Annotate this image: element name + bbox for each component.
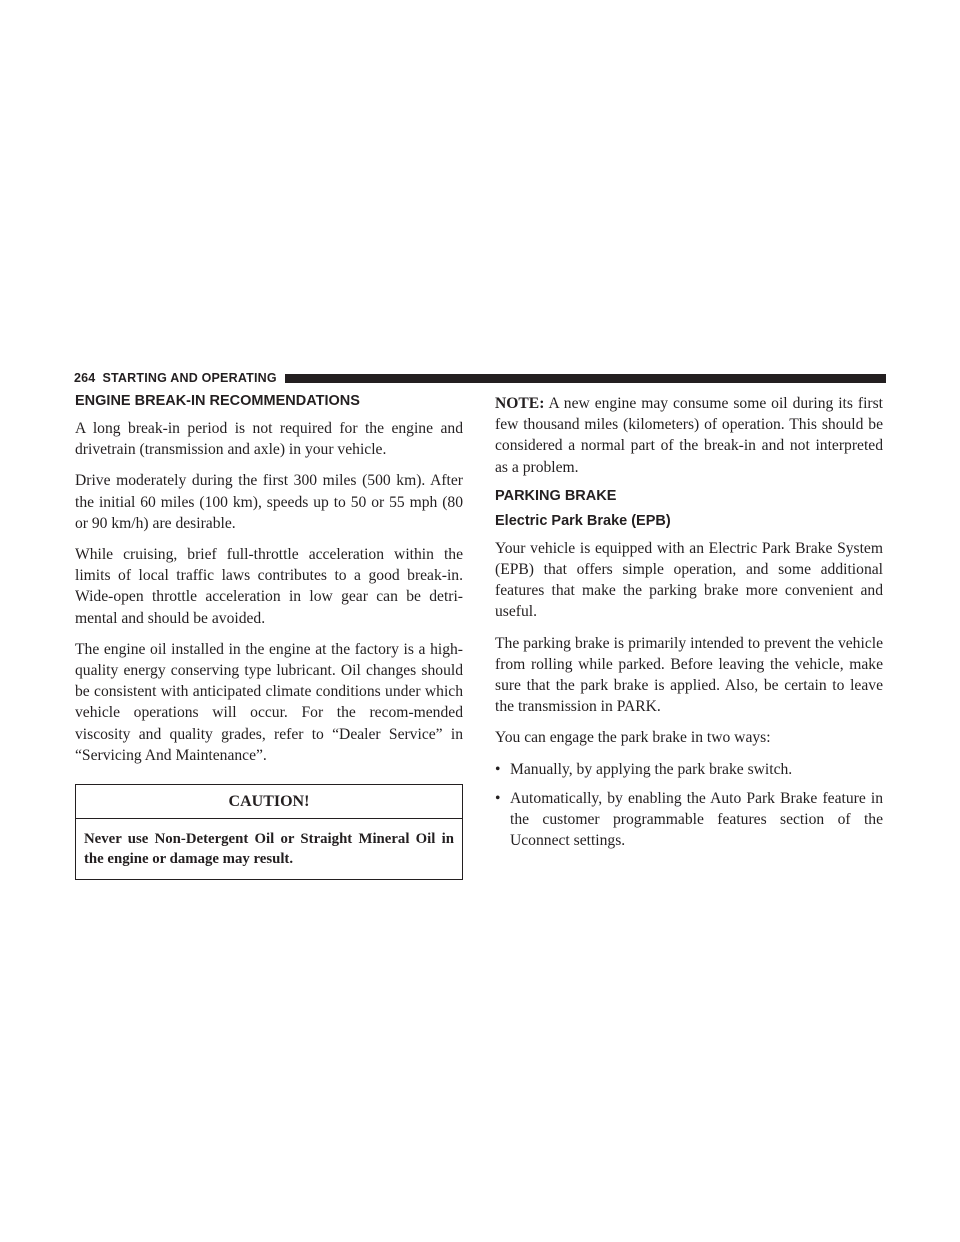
- paragraph: Your vehicle is equipped with an Electric Park Brake System (EPB) that offers simple operation, and some additional features that make the parking brake more convenient and useful.: [495, 539, 883, 621]
- bullet-icon: •: [495, 789, 501, 807]
- paragraph: Drive moderately during the first 300 miles (500 km). After the initial 60 miles (100 km), speeds up to 50 or 55 mph (80 or 90 km/h) are desirable.: [75, 472, 463, 532]
- list-item: [495, 759, 883, 780]
- paragraph: While cruising, brief full-throttle acceleration within the limits of local traffic laws contributes to a good break-in. Wide-open throttle acceleration in low gear can be detri-mental and should be avoided.: [75, 546, 463, 627]
- bullet-icon: •: [495, 760, 501, 778]
- header-rule: [285, 374, 886, 383]
- epb-subheading: Electric Park Brake (EPB): [495, 512, 671, 529]
- section-title: STARTING AND OPERATING: [102, 371, 277, 385]
- caution-box: [75, 784, 463, 880]
- note-label: NOTE:: [495, 395, 545, 412]
- paragraph: The parking brake is primarily intended to prevent the vehicle from rolling while parked. Before leaving the vehicle, make sure that the park brake is applied. Also, be certain to leave the transmission in PARK.: [495, 634, 883, 716]
- list-item-text: Automatically, by enabling the Auto Park Brake feature in the customer programmable features section of the Uconnect settings.: [510, 789, 883, 850]
- note-text: A new engine may consume some oil during its first few thousand miles (kilometers) of operation. This should be considered a normal part of the break-in and not interpreted as a problem.: [495, 395, 883, 476]
- page-number: 264: [74, 371, 96, 385]
- caution-text: Never use Non-Detergent Oil or Straight Mineral Oil in the engine or damage may result.: [84, 831, 454, 868]
- list-item: [495, 788, 883, 852]
- engage-methods-list: [495, 759, 883, 852]
- right-column: [495, 393, 883, 859]
- list-item-text: Manually, by applying the park brake switch.: [510, 760, 793, 778]
- paragraph: A long break-in period is not required for the engine and drivetrain (transmission and axle) in your vehicle.: [75, 420, 463, 459]
- caution-title: CAUTION!: [76, 785, 462, 819]
- parking-brake-heading: PARKING BRAKE: [495, 487, 617, 504]
- left-column: [75, 393, 463, 880]
- page-header: [74, 370, 886, 386]
- paragraph: The engine oil installed in the engine at the factory is a high-quality energy conserving type lubricant. Oil changes should be consistent with anticipated climate conditions under which vehicle operations will occur. For the recom-mended viscosity and quality grades, refer to “Dealer Service” in “Servicing And Maintenance”.: [75, 640, 463, 764]
- note-paragraph: [495, 393, 883, 478]
- engine-break-in-heading: ENGINE BREAK-IN RECOMMENDATIONS: [75, 393, 360, 409]
- paragraph: You can engage the park brake in two ways:: [495, 729, 771, 747]
